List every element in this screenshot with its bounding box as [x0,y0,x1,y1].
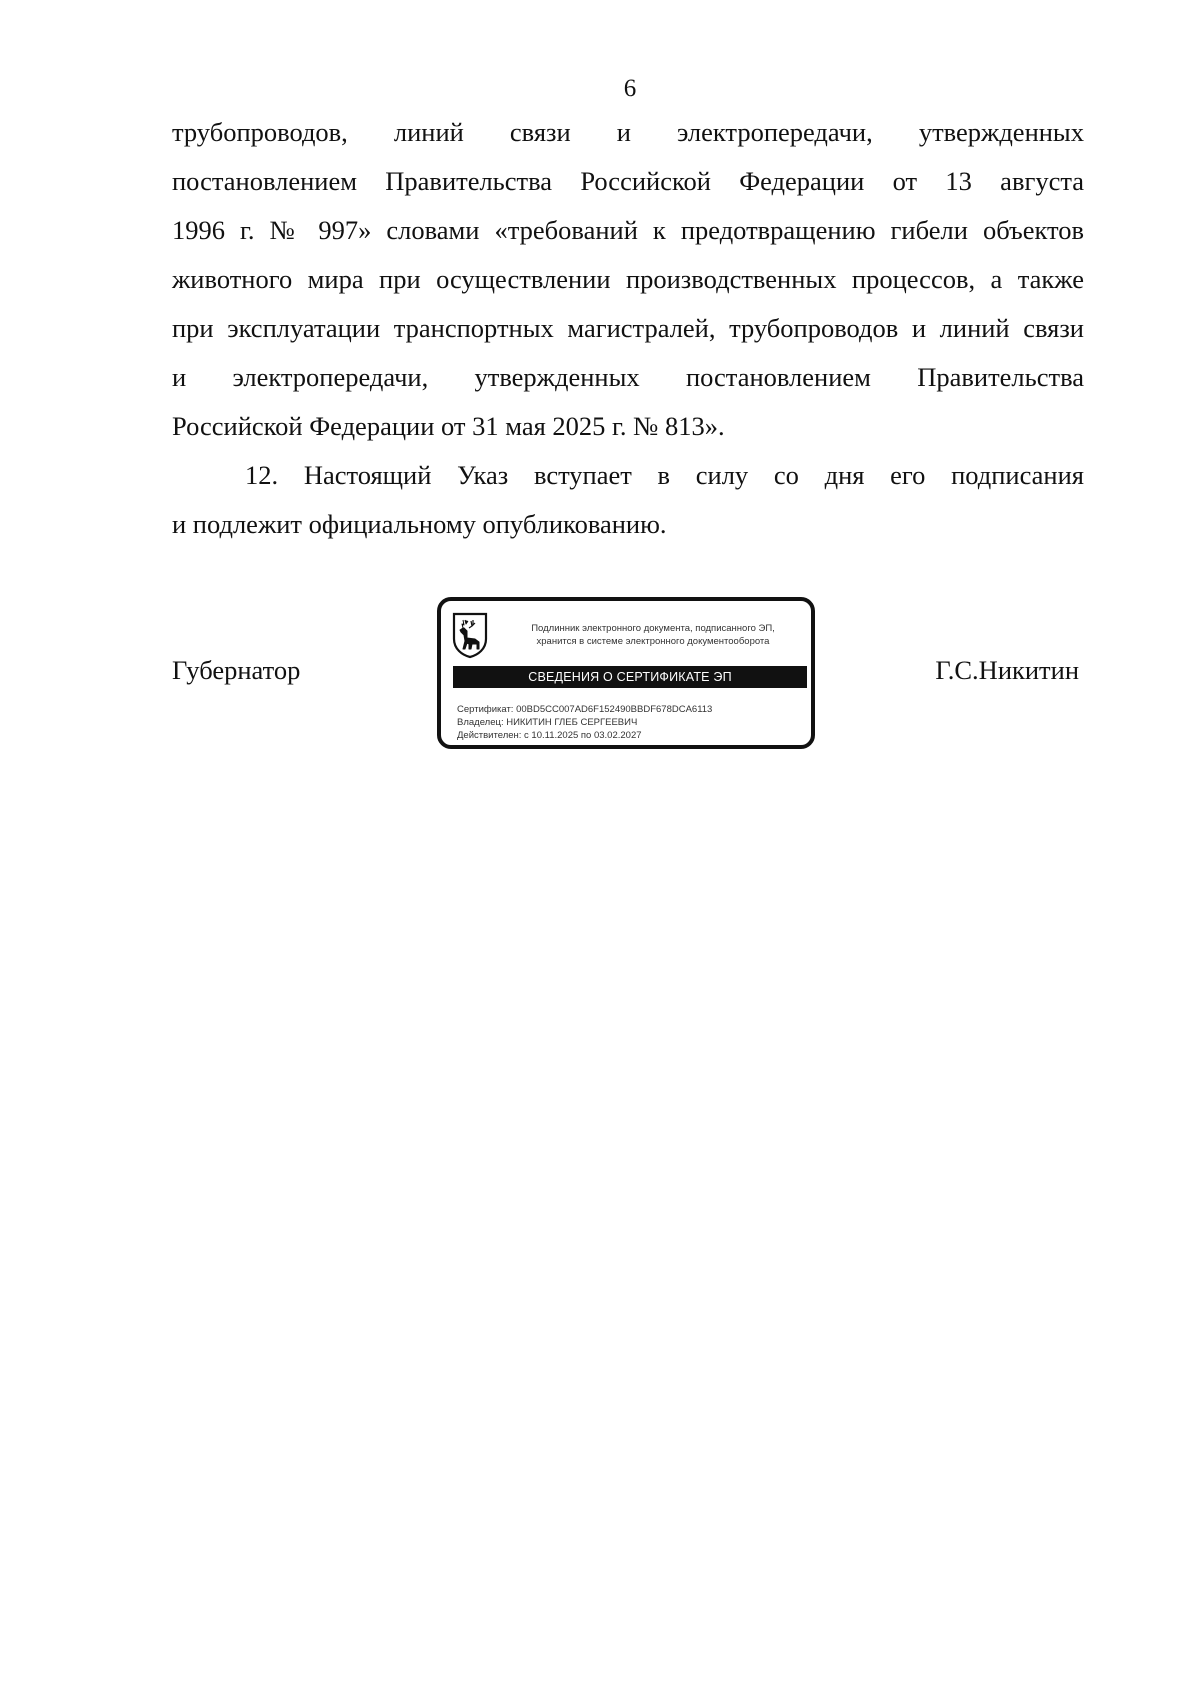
text-line: постановлением Правительства Российской Федерации от 13 августа [172,166,1084,196]
text-line: 12. Настоящий Указ вступает в силу со дня его подписания [245,460,1084,490]
paragraph-item-12 [172,451,1084,549]
stamp-header [497,622,809,648]
text-line: и электропередачи, утвержденных постановлением Правительства [172,362,1084,392]
text-line: трубопроводов, линий связи и электропередачи, утвержденных [172,117,1084,147]
signatory-name: Г.С.Никитин [935,655,1079,685]
document-body [172,108,1084,549]
certificate-owner: Владелец: НИКИТИН ГЛЕБ СЕРГЕЕВИЧ [457,717,638,728]
signatory-position: Губернатор [172,655,301,685]
paragraph-continuation [172,108,1084,451]
certificate-details [457,703,807,742]
text-line: 1996 г. № 997» словами «требований к предотвращению гибели объектов [172,215,1084,245]
certificate-number: Сертификат: 00BD5CC007AD6F152490BBDF678DCA6113 [457,704,713,715]
electronic-signature-stamp [437,597,815,749]
text-line: и подлежит официальному опубликованию. [172,509,667,539]
stamp-header-line: хранится в системе электронного документооборота [536,636,770,647]
text-line: животного мира при осуществлении производственных процессов, а также [172,264,1084,294]
stamp-header-line: Подлинник электронного документа, подписанного ЭП, [531,623,775,634]
text-line: Российской Федерации от 31 мая 2025 г. № 813». [172,411,725,441]
certificate-validity: Действителен: с 10.11.2025 по 03.02.2027 [457,730,642,741]
deer-coat-of-arms-icon [451,611,489,659]
page-number: 6 [623,75,637,102]
stamp-title: СВЕДЕНИЯ О СЕРТИФИКАТЕ ЭП [453,666,807,688]
text-line: при эксплуатации транспортных магистралей, трубопроводов и линий связи [172,313,1084,343]
